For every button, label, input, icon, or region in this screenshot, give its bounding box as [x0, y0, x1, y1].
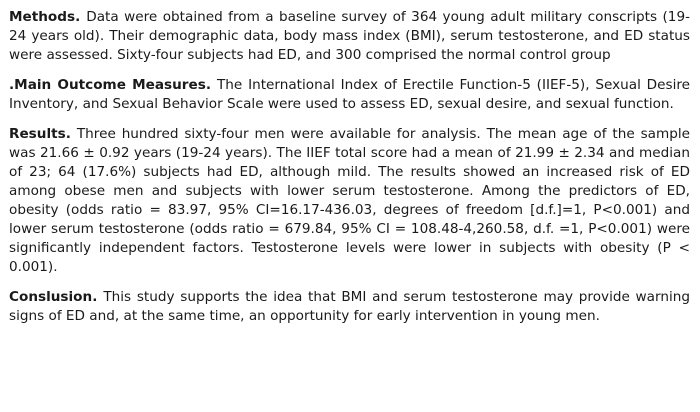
main-outcome-measures-heading: .Main Outcome Measures. [9, 77, 211, 93]
conclusion-section [9, 288, 690, 326]
methods-section [9, 8, 690, 65]
results-section [9, 125, 690, 277]
results-body: Three hundred sixty-four men were available for analysis. The mean age of the sample was 21.66 ± 0.92 years (19-24 years). The IIEF total score had a mean of 21.99 ± 2.34 and median of 23; 64 (17.6%) subjects had ED, although mild. The results showed an increased risk of ED among obese men and subjects with lower serum testosterone. Among the predictors of ED, obesity (odds ratio = 83.97, 95% CI=16.17-436.03, degrees of freedom [d.f.]=1, P<0.001) and lower serum testosterone (odds ratio = 679.84, 95% CI = 108.48-4,260.58, d.f. =1, P<0.001) were significantly independent factors. Testosterone levels were lower in subjects with obesity (P < 0.001). [9, 126, 690, 275]
conclusion-heading: Conslusion. [9, 289, 98, 305]
main-outcome-measures-body: The International Index of Erectile Function-5 (IIEF-5), Sexual Desire Inventory, and Sexual Behavior Scale were used to assess ED, sexual desire, and sexual function. [9, 77, 690, 112]
conclusion-body: This study supports the idea that BMI and serum testosterone may provide warning signs of ED and, at the same time, an opportunity for early intervention in young men. [9, 289, 690, 324]
main-outcome-measures-section [9, 76, 690, 114]
methods-body: Data were obtained from a baseline survey of 364 young adult military conscripts (19-24 years old). Their demographic data, body mass index (BMI), serum testosterone, and ED status were assessed. Sixty-four subjects had ED, and 300 comprised the normal control group [9, 9, 690, 63]
results-heading: Results. [9, 126, 71, 142]
methods-heading: Methods. [9, 9, 81, 25]
